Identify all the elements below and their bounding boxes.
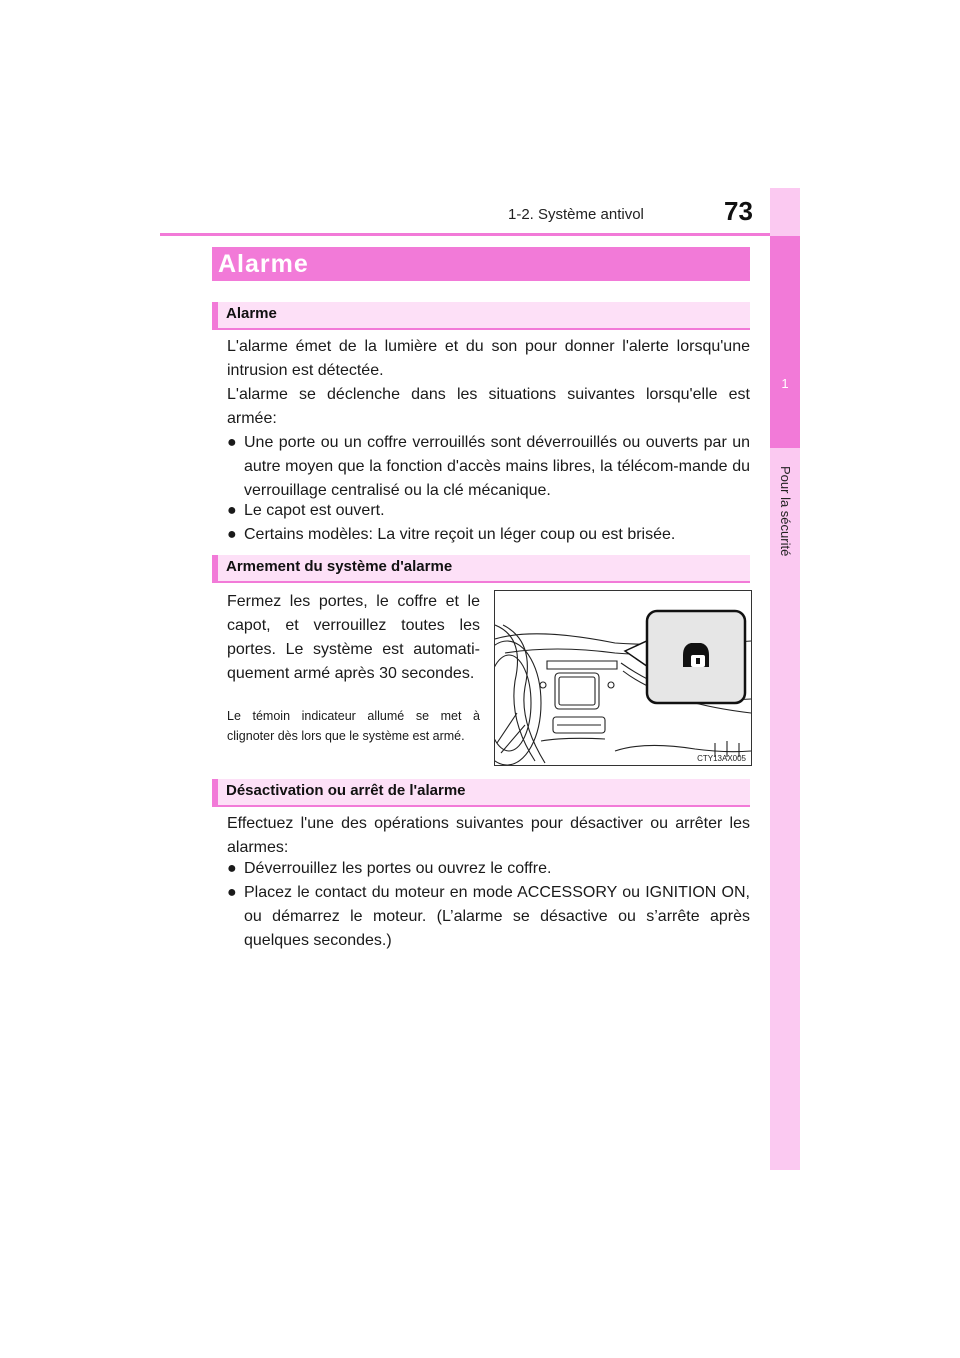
chapter-tab-active [770,236,800,448]
list-item [227,523,750,547]
page-number: 73 [724,196,753,226]
subheading-text: Alarme [226,305,277,322]
paragraph: L'alarme se déclenche dans les situations suivantes lorsqu'elle est armée: [227,386,750,427]
subheading-text: Désactivation ou arrêt de l'alarme [226,782,466,799]
dashboard-illustration [495,591,751,765]
list-item-text: Le capot est ouvert. [244,502,385,519]
list-item [227,857,750,881]
bullet-icon: ● [227,502,237,519]
chapter-title: Pour la sécurité [778,466,793,557]
list-item [227,431,750,503]
chapter-number: 1 [781,376,789,391]
subheading-accent [212,779,218,805]
bullet-icon: ● [227,434,237,451]
bullet-icon: ● [227,884,237,901]
list-item-text: Placez le contact du moteur en mode ACCESSORY ou IGNITION ON, ou démarrez le moteur. (L’alarme se désactive ou s’arrête après quelques secondes.) [244,884,750,949]
subheading-accent [212,302,218,328]
dashboard-figure [494,590,752,766]
section-breadcrumb: 1-2. Système antivol [508,206,644,223]
note: Le témoin indicateur allumé se met à clignoter dès lors que le système est armé. [227,709,480,743]
subheading-armement [212,555,750,583]
bullet-icon: ● [227,860,237,877]
paragraph: L'alarme émet de la lumière et du son pour donner l'alerte lorsqu'une intrusion est détectée. [227,338,750,379]
header-rule [160,233,800,236]
list-item [227,499,750,523]
lock-icon [683,643,709,667]
list-item-text: Une porte ou un coffre verrouillés sont déverrouillés ou ouverts par un autre moyen que la fonction d'accès mains libres, la télécom-mande du verrouillage centralisé ou la clé mécanique. [244,434,750,499]
list-item [227,881,750,953]
page-title: Alarme [218,250,309,278]
list-item-text: Déverrouillez les portes ou ouvrez le coffre. [244,860,552,877]
figure-code: CTY13AX005 [697,754,746,763]
subheading-alarme [212,302,750,330]
paragraph: Fermez les portes, le coffre et le capot, et verrouillez toutes les portes. Le système est automati-quement armé après 30 secondes. [227,593,480,682]
paragraph: Effectuez l'une des opérations suivantes pour désactiver ou arrêter les alarmes: [227,815,750,856]
subheading-desactivation [212,779,750,807]
subheading-text: Armement du système d'alarme [226,558,453,575]
list-item-text: Certains modèles: La vitre reçoit un léger coup ou est brisée. [244,526,676,543]
subheading-accent [212,555,218,581]
bullet-icon: ● [227,526,237,543]
